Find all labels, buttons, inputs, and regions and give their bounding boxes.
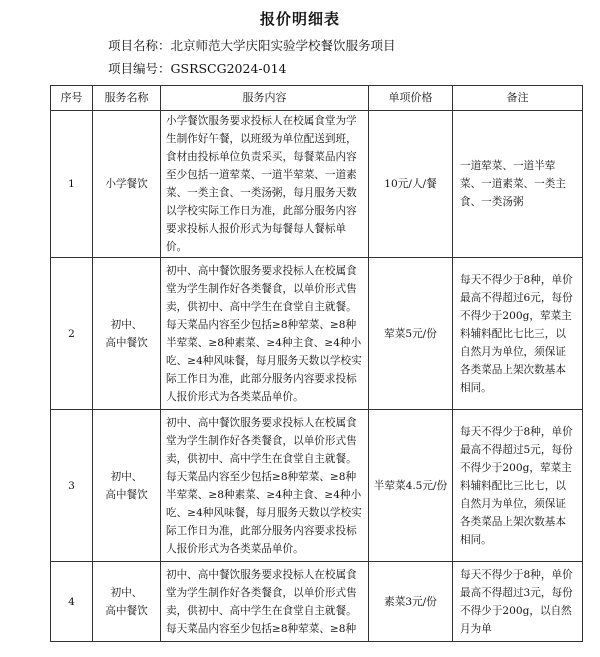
header-unit-price: 单项价格 <box>369 86 453 111</box>
row-index: 2 <box>51 258 93 410</box>
project-name-label: 项目名称： <box>108 38 171 53</box>
service-name-line: 初中、 <box>110 318 143 331</box>
service-name-line: 初中、 <box>110 586 143 599</box>
row-remarks: 每天不得少于8种，单价最高不得超过5元，每份不得少于200g，荤菜主料辅料配比三比七，以自然月为单位，须保证各类菜品上架次数基本相同。 <box>453 410 583 562</box>
row-service-name <box>93 258 161 410</box>
row-service-content: 初中、高中餐饮服务要求投标人在校属食堂为学生制作好各类餐食，以单价形式售卖，供初中、高中学生在食堂自主就餐。每天菜品内容至少包括≥8种荤菜、≥8种半荤菜、≥8种素菜、≥4种主食、≥4种小吃、≥4种风味餐，每月服务天数以学校实际工作日为准，此部分服务内容要求投标人报价形式为各类菜品单价。 <box>161 410 369 562</box>
row-unit-price: 荤菜5元/份 <box>369 258 453 410</box>
table-row <box>51 562 583 642</box>
row-service-name <box>93 410 161 562</box>
table-header-row <box>51 86 583 111</box>
row-service-content: 初中、高中餐饮服务要求投标人在校属食堂为学生制作好各类餐食，以单价形式售卖，供初中、高中学生在食堂自主就餐。每天菜品内容至少包括≥8种荤菜、≥8种 <box>161 562 369 642</box>
table-row <box>51 410 583 562</box>
document-title: 报价明细表 <box>259 10 340 28</box>
row-unit-price: 10元/人/餐 <box>369 111 453 258</box>
header-service-name: 服务名称 <box>93 86 161 111</box>
service-name-line: 初中、 <box>110 470 143 483</box>
service-name-line: 高中餐饮 <box>105 488 148 501</box>
row-service-content: 初中、高中餐饮服务要求投标人在校属食堂为学生制作好各类餐食，以单价形式售卖，供初中、高中学生在食堂自主就餐。每天菜品内容至少包括≥8种荤菜、≥8种半荤菜、≥8种素菜、≥4种主食、≥4种小吃、≥4种风味餐，每月服务天数以学校实际工作日为准，此部分服务内容要求投标人报价形式为各类菜品单价。 <box>161 258 369 410</box>
project-code-value: GSRSCG2024-014 <box>170 61 287 76</box>
service-name-line: 小学餐饮 <box>105 178 148 190</box>
row-index: 3 <box>51 410 93 562</box>
row-remarks: 每天不得少于8种，单价最高不得超过6元，每份不得少于200g，荤菜主料辅料配比七比三，以自然月为单位，须保证各类菜品上架次数基本相同。 <box>453 258 583 410</box>
row-unit-price: 素菜3元/份 <box>369 562 453 642</box>
project-name-value: 北京师范大学庆阳实验学校餐饮服务项目 <box>170 38 396 53</box>
header-remarks: 备注 <box>453 86 583 111</box>
row-remarks: 一道荤菜、一道半荤菜、一道素菜、一类主食、一类汤粥 <box>453 111 583 258</box>
row-remarks: 每天不得少于8种，单价最高不得超过3元，每份不得少于200g，以自然月为单 <box>453 562 583 642</box>
project-code-label: 项目编号： <box>108 61 171 76</box>
row-unit-price: 半荤菜4.5元/份 <box>369 410 453 562</box>
header-service-content: 服务内容 <box>161 86 369 111</box>
row-index: 4 <box>51 562 93 642</box>
row-service-content: 小学餐饮服务要求投标人在校属食堂为学生制作好午餐，以班级为单位配送到班，食材由投标单位负责采买，每餐菜品内容至少包括一道荤菜、一道半荤菜、一道素菜、一类主食、一类汤粥，每月服务天数以学校实际工作日为准，此部分服务内容要求投标人报价形式为每餐每人餐标单价。 <box>161 111 369 258</box>
header-index: 序号 <box>51 86 93 111</box>
service-name-line: 高中餐饮 <box>105 336 148 349</box>
project-name-line <box>108 36 396 54</box>
row-service-name <box>93 562 161 642</box>
service-name-line: 高中餐饮 <box>105 604 148 617</box>
table-row <box>51 258 583 410</box>
project-code-line <box>108 59 286 77</box>
quote-table <box>50 85 583 642</box>
row-index: 1 <box>51 111 93 258</box>
table-row <box>51 111 583 258</box>
row-service-name <box>93 111 161 258</box>
